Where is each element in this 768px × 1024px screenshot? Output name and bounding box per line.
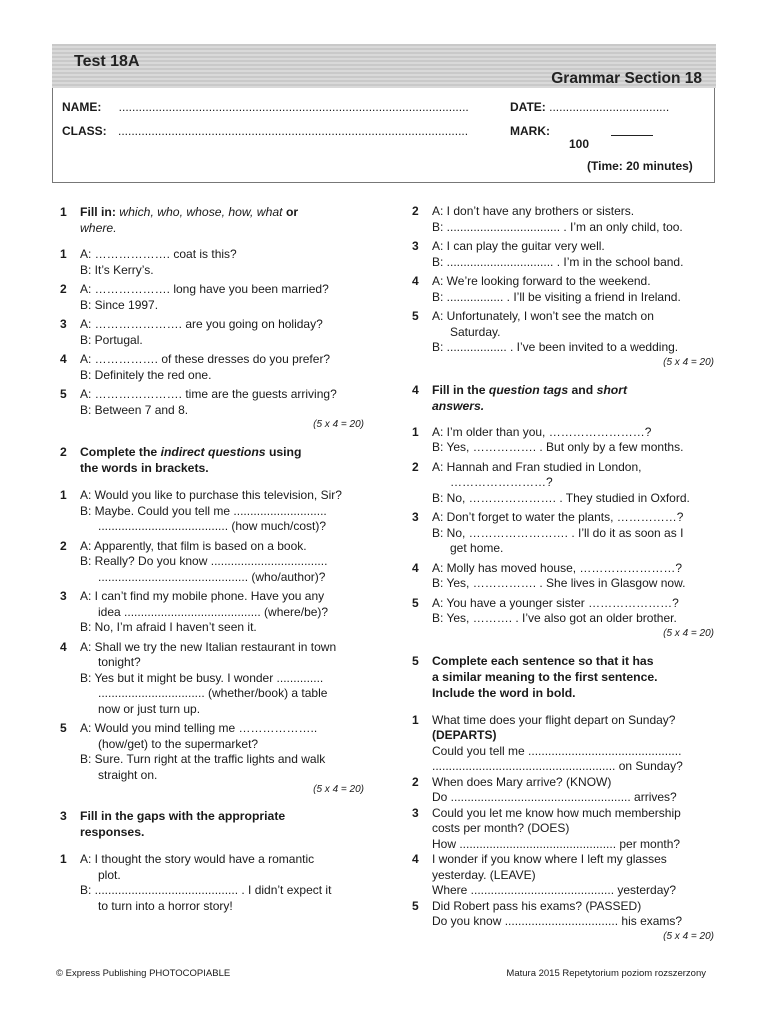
section-title: Grammar Section 18: [551, 70, 702, 87]
s5-item: 2 When does Mary arrive? (KNOW) Do ...................................................... arrives?: [412, 774, 677, 804]
s1-item: 2 A: ………………. long have you been married? B: Since 1997.: [60, 282, 329, 312]
mark-denominator: 100: [569, 137, 590, 151]
s4-item: 2 A: Hannah and Fran studied in London, ……………………? B: No, …………………. . They studied in Oxford.: [412, 459, 690, 505]
student-info-box: [52, 88, 715, 183]
name-field: NAME: .........................................................................................................: [62, 100, 469, 114]
section-4-heading: 4 Fill in the question tags and short answers.: [412, 382, 628, 413]
s5-item: 5 Did Robert pass his exams? (PASSED) Do you know .................................. his exams?: [412, 898, 683, 928]
s2-item: 5 A: Would you mind telling me ……………….. (how/get) to the supermarket? B: Sure. Turn right at the traffic lights and walk straight on.: [60, 721, 326, 782]
s3-item: 2 A: I don’t have any brothers or sisters. B: .................................. . I’m an only child, too.: [412, 204, 683, 234]
s4-item: 4 A: Molly has moved house, ……………………? B: Yes, ……………. . She lives in Glasgow now.: [412, 560, 686, 590]
s2-score: (5 x 4 = 20): [313, 784, 364, 795]
s5-item: 4 I wonder if you know where I left my glasses yesterday. (LEAVE) Where ........................................... yesterday?: [412, 852, 677, 897]
left-column: [60, 204, 364, 914]
s4-item: 1 A: I’m older than you, ……………………? B: Yes, ……………. . But only by a few months.: [412, 424, 684, 454]
s1-item: 4 A: ……………. of these dresses do you prefer? B: Definitely the red one.: [60, 352, 331, 382]
s4-item: 3 A: Don’t forget to water the plants, ……………? B: No, ……………………. . I’ll do it as soon as I get home.: [412, 510, 684, 555]
date-field: DATE: ....................................: [510, 100, 670, 114]
s5-item: 3 Could you let me know how much membership costs per month? (DOES) How ............................................... per month?: [412, 805, 681, 851]
s2-item: 1 A: Would you like to purchase this television, Sir? B: Maybe. Could you tell me ............................ ....................................... (how much/cost)?: [60, 488, 342, 533]
s3-item: 3 A: I can play the guitar very well. B: ................................ . I’m in the school band.: [412, 239, 684, 269]
s2-item: 2 A: Apparently, that film is based on a book. B: Really? Do you know ................................... ............................................. (who/author)?: [60, 538, 328, 584]
s2-item: 3 A: I can’t find my mobile phone. Have you any idea ......................................... (where/be)? B: No, I’m afraid I haven’t seen it.: [60, 589, 329, 634]
section-5-heading: 5 Complete each sentence so that it has a similar meaning to the first sentence. Include the word in bold.: [412, 653, 658, 700]
section-3-heading: 3 Fill in the gaps with the appropriate responses.: [60, 809, 286, 839]
s1-item: 5 A: …………………. time are the guests arriving? B: Between 7 and 8.: [60, 387, 337, 417]
class-field: CLASS: .........................................................................................................: [62, 124, 469, 138]
section-2-heading: 2 Complete the indirect questions using the words in brackets.: [60, 445, 302, 475]
s1-item: 3 A: …………………. are you going on holiday? B: Portugal.: [60, 317, 323, 347]
s3-item: 1 A: I thought the story would have a romantic plot. B: ........................................... . I didn’t expect it to turn into a horror story!: [60, 852, 332, 913]
s3-score: (5 x 4 = 20): [663, 356, 714, 368]
s4-item: 5 A: You have a younger sister …………………? B: Yes, ………. . I’ve also got an older brother.: [412, 595, 679, 625]
s4-score: (5 x 4 = 20): [663, 627, 714, 639]
s1-score: (5 x 4 = 20): [313, 419, 364, 430]
s5-score: (5 x 4 = 20): [663, 930, 714, 942]
mark-label: MARK:: [510, 124, 550, 138]
mark-fraction-line: [611, 135, 653, 136]
s5-item: 1 What time does your flight depart on Sunday? (DEPARTS) Could you tell me .............................................. ....................................................... on Sunday?: [412, 712, 683, 773]
s3-item: 4 A: We’re looking forward to the weekend. B: ................. . I’ll be visiting a friend in Ireland.: [412, 274, 681, 304]
s3-item: 5 A: Unfortunately, I won’t see the match on Saturday. B: .................. . I’ve been invited to a wedding.: [412, 309, 679, 354]
header-banner: [52, 44, 716, 88]
time-limit: (Time: 20 minutes): [587, 159, 693, 173]
s1-item: 1 A: ………………. coat is this? B: It’s Kerry’s.: [60, 247, 237, 277]
footer-book-title: Matura 2015 Repetytorium poziom rozszerzony: [506, 968, 706, 979]
test-title: Test 18A: [74, 53, 140, 70]
s2-item: 4 A: Shall we try the new Italian restaurant in town tonight? B: Yes but it might be busy. I wonder .............. ................................ (whether/book) a table now or just turn up.: [60, 639, 337, 716]
section-1-heading: 1 Fill in: which, who, whose, how, what or where.: [60, 205, 299, 235]
right-column: [412, 204, 714, 944]
footer-copyright: © Express Publishing PHOTOCOPIABLE: [56, 968, 231, 979]
